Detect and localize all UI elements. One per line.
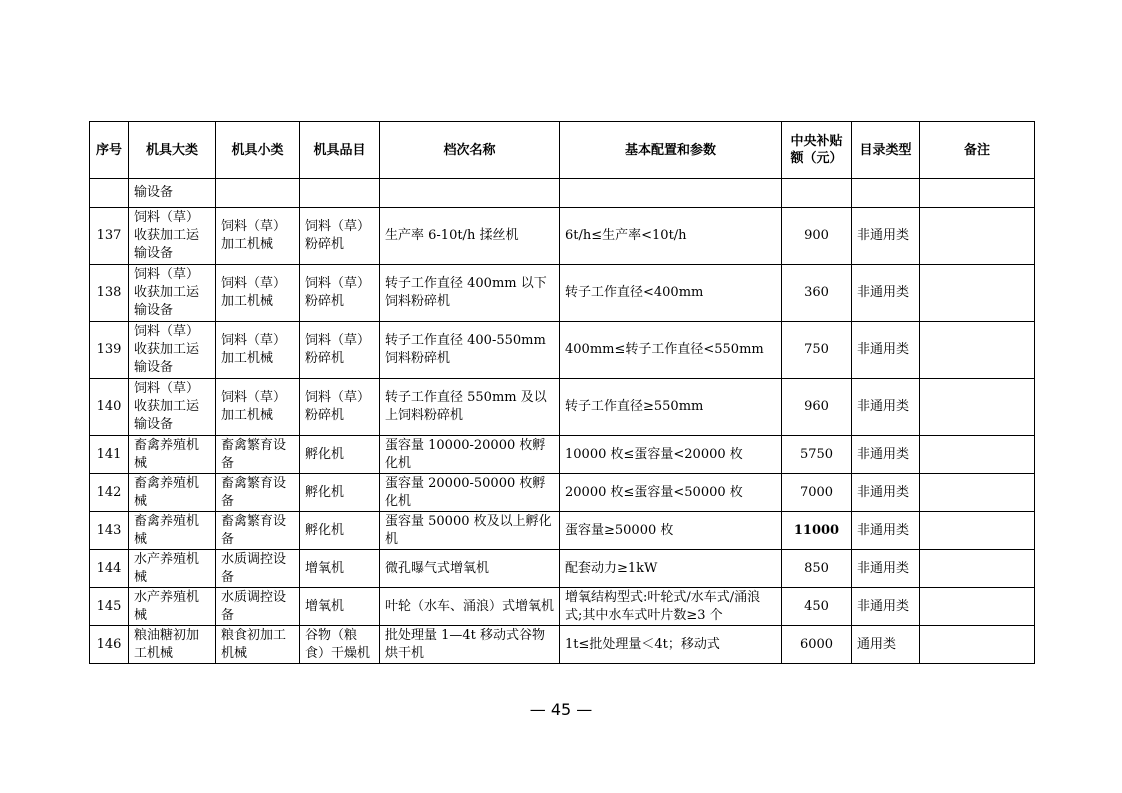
subsidy-text: 960	[804, 399, 829, 414]
type-cell	[852, 322, 920, 379]
page-number: — 45 —	[529, 700, 593, 719]
config-text: 转子工作直径≥550mm	[565, 399, 704, 414]
header-cell: 中央补贴额（元）	[782, 122, 852, 179]
grade-text: 蛋容量 50000 枚及以上孵化机	[385, 513, 552, 547]
grade-cell	[380, 474, 560, 512]
item-text: 饲料（草）粉碎机	[305, 219, 371, 252]
grade-text: 生产率 6-10t/h 揉丝机	[385, 228, 519, 243]
category-text: 饲料（草）收获加工运输设备	[134, 324, 200, 375]
category-text: 畜禽养殖机械	[134, 437, 200, 471]
table-header-row	[90, 122, 1035, 179]
subcategory-text: 水质调控设备	[221, 589, 287, 623]
category-text: 水产养殖机械	[134, 589, 200, 623]
config-text: 蛋容量≥50000 枚	[565, 522, 674, 538]
subcategory-cell	[216, 550, 300, 588]
note-cell	[920, 322, 1035, 379]
subcategory-text: 水质调控设备	[221, 551, 287, 585]
item-text: 增氧机	[305, 598, 345, 614]
note-cell	[920, 512, 1035, 550]
category-cell	[129, 208, 216, 265]
subcategory-cell	[216, 208, 300, 265]
table-row	[90, 512, 1035, 550]
grade-cell	[380, 265, 560, 322]
no-text: 143	[96, 522, 122, 538]
item-text: 谷物（粮食）干燥机	[305, 627, 371, 661]
item-cell	[300, 436, 380, 474]
no-cell	[90, 265, 129, 322]
type-cell	[852, 550, 920, 588]
no-text: 141	[96, 446, 122, 462]
no-text: 145	[96, 598, 122, 614]
config-text: 转子工作直径<400mm	[565, 285, 704, 300]
subcategory-cell	[216, 265, 300, 322]
item-text: 孵化机	[305, 484, 345, 500]
table-row	[90, 550, 1035, 588]
type-text: 非通用类	[857, 598, 910, 614]
config-text: 增氧结构型式:叶轮式/水车式/涌浪式;其中水车式叶片数≥3 个	[565, 589, 761, 623]
config-cell	[560, 436, 782, 474]
note-cell	[920, 626, 1035, 664]
config-cell	[560, 265, 782, 322]
subsidy-text: 7000	[799, 484, 834, 500]
grade-cell	[380, 208, 560, 265]
type-text: 非通用类	[857, 228, 910, 243]
type-text: 非通用类	[857, 484, 910, 500]
grade-text: 蛋容量 20000-50000 枚孵化机	[385, 475, 546, 509]
type-text: 非通用类	[857, 285, 910, 300]
no-text: 138	[96, 285, 122, 300]
item-cell	[300, 588, 380, 626]
item-cell	[300, 512, 380, 550]
header-cell: 基本配置和参数	[560, 122, 782, 179]
no-cell	[90, 588, 129, 626]
category-cell: 输设备	[129, 179, 216, 208]
table-row	[90, 474, 1035, 512]
category-cell	[129, 474, 216, 512]
category-cell	[129, 626, 216, 664]
subsidy-cell	[782, 379, 852, 436]
subsidy-cell	[782, 179, 852, 208]
subsidy-cell	[782, 626, 852, 664]
subcategory-cell	[216, 588, 300, 626]
config-text: 400mm≤转子工作直径<550mm	[565, 342, 764, 357]
table-row	[90, 379, 1035, 436]
item-cell	[300, 179, 380, 208]
no-cell	[90, 550, 129, 588]
subcategory-cell	[216, 474, 300, 512]
grade-text: 转子工作直径 400-550mm 饲料粉碎机	[385, 333, 546, 366]
item-text: 孵化机	[305, 522, 345, 538]
no-text: 146	[96, 636, 122, 652]
config-cell	[560, 474, 782, 512]
category-text: 水产养殖机械	[134, 551, 200, 585]
no-cell	[90, 379, 129, 436]
category-cell	[129, 512, 216, 550]
item-text: 饲料（草）粉碎机	[305, 390, 371, 423]
category-text: 饲料（草）收获加工运输设备	[134, 267, 200, 318]
subcategory-text: 饲料（草）加工机械	[221, 390, 287, 423]
no-text: 142	[96, 484, 122, 500]
subcategory-cell	[216, 179, 300, 208]
item-cell	[300, 474, 380, 512]
grade-text: 蛋容量 10000-20000 枚孵化机	[385, 437, 546, 471]
table-row	[90, 626, 1035, 664]
header-cell: 序号	[90, 122, 129, 179]
type-cell	[852, 512, 920, 550]
header-cell: 目录类型	[852, 122, 920, 179]
item-text: 孵化机	[305, 446, 345, 462]
subsidy-cell	[782, 588, 852, 626]
note-cell	[920, 265, 1035, 322]
grade-cell	[380, 322, 560, 379]
subsidy-text: 360	[804, 285, 829, 300]
header-cell: 机具小类	[216, 122, 300, 179]
grade-text: 叶轮（水车、涌浪）式增氧机	[385, 598, 554, 614]
subsidy-text: 450	[804, 598, 829, 614]
category-cell	[129, 588, 216, 626]
subsidy-cell	[782, 208, 852, 265]
category-text: 饲料（草）收获加工运输设备	[134, 210, 200, 261]
note-cell	[920, 379, 1035, 436]
no-cell	[90, 322, 129, 379]
header-cell: 机具大类	[129, 122, 216, 179]
config-text: 20000 枚≤蛋容量<50000 枚	[565, 484, 743, 500]
grade-cell	[380, 512, 560, 550]
note-cell	[920, 179, 1035, 208]
grade-cell	[380, 626, 560, 664]
subsidy-text: 750	[804, 342, 829, 357]
subcategory-text: 饲料（草）加工机械	[221, 276, 287, 309]
config-cell	[560, 322, 782, 379]
table-row	[90, 588, 1035, 626]
config-text: 10000 枚≤蛋容量<20000 枚	[565, 446, 743, 462]
no-cell	[90, 512, 129, 550]
note-cell	[920, 208, 1035, 265]
item-text: 饲料（草）粉碎机	[305, 276, 371, 309]
subsidy-cell	[782, 436, 852, 474]
subsidy-text: 6000	[799, 636, 834, 652]
subsidy-cell	[782, 322, 852, 379]
subsidy-table	[89, 121, 1035, 664]
subsidy-cell	[782, 550, 852, 588]
type-text: 通用类	[857, 636, 897, 652]
note-cell	[920, 474, 1035, 512]
config-cell	[560, 379, 782, 436]
no-cell	[90, 474, 129, 512]
subcategory-text: 饲料（草）加工机械	[221, 219, 287, 252]
table-row	[90, 436, 1035, 474]
subsidy-cell	[782, 474, 852, 512]
category-cell	[129, 379, 216, 436]
no-text: 139	[96, 342, 122, 357]
subcategory-text: 畜禽繁育设备	[221, 437, 287, 471]
item-text: 增氧机	[305, 560, 345, 576]
subcategory-cell	[216, 512, 300, 550]
grade-text: 转子工作直径 550mm 及以上饲料粉碎机	[385, 390, 547, 423]
config-cell	[560, 179, 782, 208]
no-text: 140	[96, 399, 122, 414]
no-cell	[90, 626, 129, 664]
config-text: 6t/h≤生产率<10t/h	[565, 228, 687, 243]
subcategory-cell	[216, 322, 300, 379]
category-cell	[129, 550, 216, 588]
note-cell	[920, 550, 1035, 588]
subsidy-text: 900	[804, 228, 829, 243]
type-cell	[852, 208, 920, 265]
type-cell	[852, 179, 920, 208]
no-text: 137	[96, 228, 122, 243]
subcategory-text: 粮食初加工机械	[221, 627, 287, 661]
config-cell	[560, 626, 782, 664]
type-cell	[852, 379, 920, 436]
note-cell	[920, 436, 1035, 474]
type-cell	[852, 265, 920, 322]
note-cell	[920, 588, 1035, 626]
grade-cell	[380, 179, 560, 208]
subcategory-text: 饲料（草）加工机械	[221, 333, 287, 366]
no-cell	[90, 436, 129, 474]
subcategory-text: 畜禽繁育设备	[221, 513, 287, 547]
subcategory-cell	[216, 379, 300, 436]
type-text: 非通用类	[857, 560, 910, 576]
config-cell	[560, 512, 782, 550]
header-cell: 档次名称	[380, 122, 560, 179]
continuation-row	[90, 179, 1035, 208]
grade-text: 转子工作直径 400mm 以下饲料粉碎机	[385, 276, 547, 309]
type-text: 非通用类	[857, 522, 910, 538]
grade-cell	[380, 379, 560, 436]
config-cell	[560, 208, 782, 265]
subcategory-cell	[216, 626, 300, 664]
grade-cell	[380, 588, 560, 626]
header-cell: 备注	[920, 122, 1035, 179]
config-text: 配套动力≥1kW	[565, 560, 658, 576]
config-text: 1t≤批处理量＜4t；移动式	[565, 636, 720, 652]
no-text: 144	[96, 560, 122, 576]
table-row	[90, 265, 1035, 322]
table-row	[90, 322, 1035, 379]
type-cell	[852, 436, 920, 474]
category-cell	[129, 322, 216, 379]
category-text: 饲料（草）收获加工运输设备	[134, 381, 200, 432]
item-cell	[300, 322, 380, 379]
item-cell	[300, 265, 380, 322]
category-cell	[129, 436, 216, 474]
item-text: 饲料（草）粉碎机	[305, 333, 371, 366]
type-text: 非通用类	[857, 446, 910, 462]
category-text: 粮油糖初加工机械	[134, 627, 200, 661]
header-cell: 机具品目	[300, 122, 380, 179]
subsidy-text: 11000	[793, 522, 840, 538]
grade-cell	[380, 436, 560, 474]
item-cell	[300, 550, 380, 588]
grade-text: 微孔曝气式增氧机	[385, 560, 490, 576]
item-cell	[300, 379, 380, 436]
config-cell	[560, 550, 782, 588]
type-text: 非通用类	[857, 399, 910, 414]
subsidy-text: 850	[804, 560, 829, 576]
type-cell	[852, 626, 920, 664]
table-row	[90, 208, 1035, 265]
config-cell	[560, 588, 782, 626]
item-cell	[300, 208, 380, 265]
no-cell	[90, 208, 129, 265]
type-text: 非通用类	[857, 342, 910, 357]
item-cell	[300, 626, 380, 664]
subcategory-text: 畜禽繁育设备	[221, 475, 287, 509]
grade-cell	[380, 550, 560, 588]
subsidy-cell	[782, 265, 852, 322]
no-cell	[90, 179, 129, 208]
type-cell	[852, 588, 920, 626]
subcategory-cell	[216, 436, 300, 474]
subsidy-text: 5750	[799, 446, 834, 462]
category-text: 畜禽养殖机械	[134, 475, 200, 509]
category-cell	[129, 265, 216, 322]
category-text: 畜禽养殖机械	[134, 513, 200, 547]
type-cell	[852, 474, 920, 512]
subsidy-cell	[782, 512, 852, 550]
grade-text: 批处理量 1—4t 移动式谷物烘干机	[385, 627, 546, 661]
